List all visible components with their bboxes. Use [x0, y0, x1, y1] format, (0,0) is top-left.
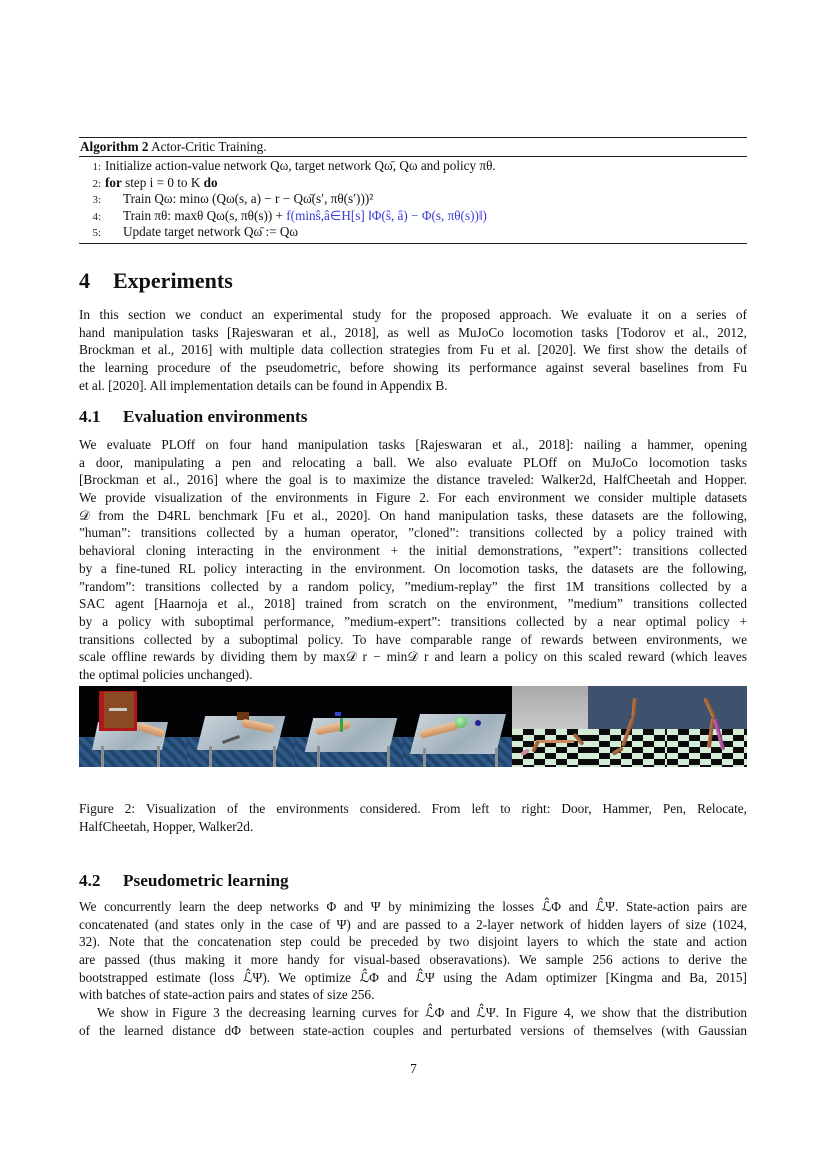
text-line: a door, manipulating a pen and relocating a ball. We also evaluate PLOff on MuJoCo locomotion tasks — [79, 454, 747, 470]
line-text-highlighted: f(minŝ,â∈H[s] ‖Φ(ŝ, â) − Φ(s, πθ(s))‖) — [286, 207, 487, 223]
line-text: Train Qω: minω (Qω(s, a) − r − Qω̄(s′, πθ(s′)))² — [123, 191, 374, 207]
algorithm-line-1 — [79, 158, 747, 175]
text-line: with batches of state-action pairs and states of size 256. — [79, 987, 375, 1003]
text-line: 32). Note that the concatenation step could be preceded by two disjoint layers to which the state and action — [79, 934, 747, 950]
text-line: scale offline rewards by dividing them by max𝒟 r − min𝒟 r and learn a policy on this scaled reward (which leaves — [79, 649, 747, 665]
text-line: 𝒟 from the D4RL benchmark [Fu et al., 2020]. On hand manipulation tasks, these datasets are the following, — [79, 507, 747, 523]
text-line: ”random”: transitions collected by a random policy, ”medium-replay” the first 1M transitions collected by a — [79, 578, 747, 594]
line-text: Initialize action-value network Qω, target network Qω̄, Qω and policy πθ. — [105, 158, 496, 173]
line-number: 1: — [92, 161, 101, 173]
text-line: hand manipulation tasks [Rajeswaran et al., 2018], as well as MuJoCo locomotion tasks [Todorov et al., 2012, — [79, 324, 747, 340]
text-line: et al. [2020]. All implementation details can be found in Appendix B. — [79, 377, 448, 393]
subsection-number: 4.2 — [79, 871, 101, 890]
algorithm-line-3 — [79, 191, 747, 208]
line-text: Update target network Qω̄ := Qω — [123, 224, 299, 240]
figure-caption — [79, 800, 747, 835]
evaluation-environments-paragraph — [79, 436, 747, 684]
subsection-heading-4-2 — [79, 871, 289, 891]
line-text: step i = 0 to K — [125, 174, 201, 190]
caption-line: HalfCheetah, Hopper, Walker2d. — [79, 818, 254, 834]
section-number: 4 — [79, 268, 90, 293]
text-line: bootstrapped estimate (loss ℒ̂Ψ). We optimize ℒ̂Φ and ℒ̂Ψ using the Adam optimizer [Kingma and Ba, 2015] — [79, 969, 747, 985]
text-line: SAC agent [Haarnoja et al., 2018] trained from scratch on the environment, ”medium” transitions collected — [79, 596, 747, 612]
section-intro-paragraph — [79, 306, 747, 394]
page-number: 7 — [410, 1061, 417, 1076]
panel-pen — [295, 686, 403, 767]
text-line: by a fine-tuned RL policy interacting in the environment. On locomotion tasks, the datasets are the following, — [79, 560, 747, 576]
text-line: concatenated (and states only in the case of Ψ) and are passed to a 2-layer network of hidden layers of size (1024, — [79, 916, 747, 932]
algorithm-label: Algorithm 2 — [80, 139, 149, 154]
algorithm-title — [79, 138, 747, 156]
panel-walker2d — [667, 686, 747, 767]
algorithm-box — [79, 137, 747, 244]
line-number: 5: — [92, 227, 101, 240]
subsection-number: 4.1 — [79, 407, 101, 426]
subsection-title: Evaluation environments — [123, 407, 308, 426]
text-line: transitions collected by a suboptimal policy. To have comparable range of rewards between environments, we — [79, 631, 747, 647]
section-title: Experiments — [113, 268, 233, 293]
subsection-heading-4-1 — [79, 407, 307, 427]
text-line: Brockman et al., 2016] with multiple data collection strategies from Fu et al. [2020]. We first show the details of — [79, 342, 747, 358]
subsection-title: Pseudometric learning — [123, 871, 289, 890]
text-line: We evaluate PLOff on four hand manipulation tasks [Rajeswaran et al., 2018]: nailing a hammer, opening — [79, 437, 747, 452]
panel-relocate — [403, 686, 512, 767]
line-number: 4: — [92, 210, 101, 223]
line-number: 3: — [92, 194, 101, 207]
panel-hopper — [588, 686, 667, 767]
text-line: are passed (thus making it more handy for visual-based obseravations). We sample 256 actions to derive the — [79, 952, 747, 968]
text-line: We show in Figure 3 the decreasing learning curves for ℒ̂Φ and ℒ̂Ψ. In Figure 4, we show that the distribution — [97, 1005, 747, 1021]
text-line: of the learned distance dΦ between state-action couples and perturbated versions of themselves (with Gaussian — [79, 1022, 747, 1038]
keyword-for: for — [105, 174, 122, 190]
text-line: We concurrently learn the deep networks Φ and Ψ by minimizing the losses ℒ̂Φ and ℒ̂Ψ. State-action pairs are — [79, 899, 747, 914]
text-line: ”human”: transitions collected by a human operator, ”cloned”: transitions collected by a policy trained with — [79, 525, 747, 541]
text-line: by a policy with suboptimal performance, ”medium-expert”: transitions collected by a near optimal policy + — [79, 613, 747, 629]
algorithm-line-2 — [79, 175, 747, 192]
panel-halfcheetah — [512, 686, 588, 767]
panel-door — [79, 686, 187, 767]
algorithm-name: Actor-Critic Training. — [151, 139, 267, 154]
algorithm-bottom-rule — [79, 243, 747, 244]
text-line: [Brockman et al., 2016] where the goal is to maximize the distance traveled: Walker2d, HalfCheetah and Hopper. — [79, 472, 747, 488]
algorithm-line-5 — [79, 224, 747, 241]
line-number: 2: — [92, 177, 101, 190]
text-line: the optimal policies unchanged). — [79, 666, 253, 682]
algorithm-lines — [79, 157, 747, 243]
text-line: In this section we conduct an experimental study for the proposed approach. We evaluate it on a series of — [79, 307, 747, 322]
text-line: behavioral cloning interacting in the environment + the initial demonstrations, ”expert”: transitions collected — [79, 543, 747, 559]
panel-hammer — [187, 686, 295, 767]
section-heading — [79, 268, 233, 294]
line-text: Train πθ: maxθ Qω(s, πθ(s)) + — [123, 207, 287, 223]
keyword-do: do — [203, 174, 218, 190]
caption-line: Figure 2: Visualization of the environments considered. From left to right: Door, Hammer, Pen, Relocate, — [79, 801, 747, 816]
text-line: the learning procedure of the pseudometric, before showing its performance against several baselines from Fu — [79, 360, 747, 376]
figure-environments — [79, 686, 747, 767]
algorithm-line-4 — [79, 208, 747, 225]
pseudometric-learning-paragraph — [79, 898, 747, 1040]
text-line: We provide visualization of the environments in Figure 2. For each environment we consider multiple datasets — [79, 490, 747, 506]
